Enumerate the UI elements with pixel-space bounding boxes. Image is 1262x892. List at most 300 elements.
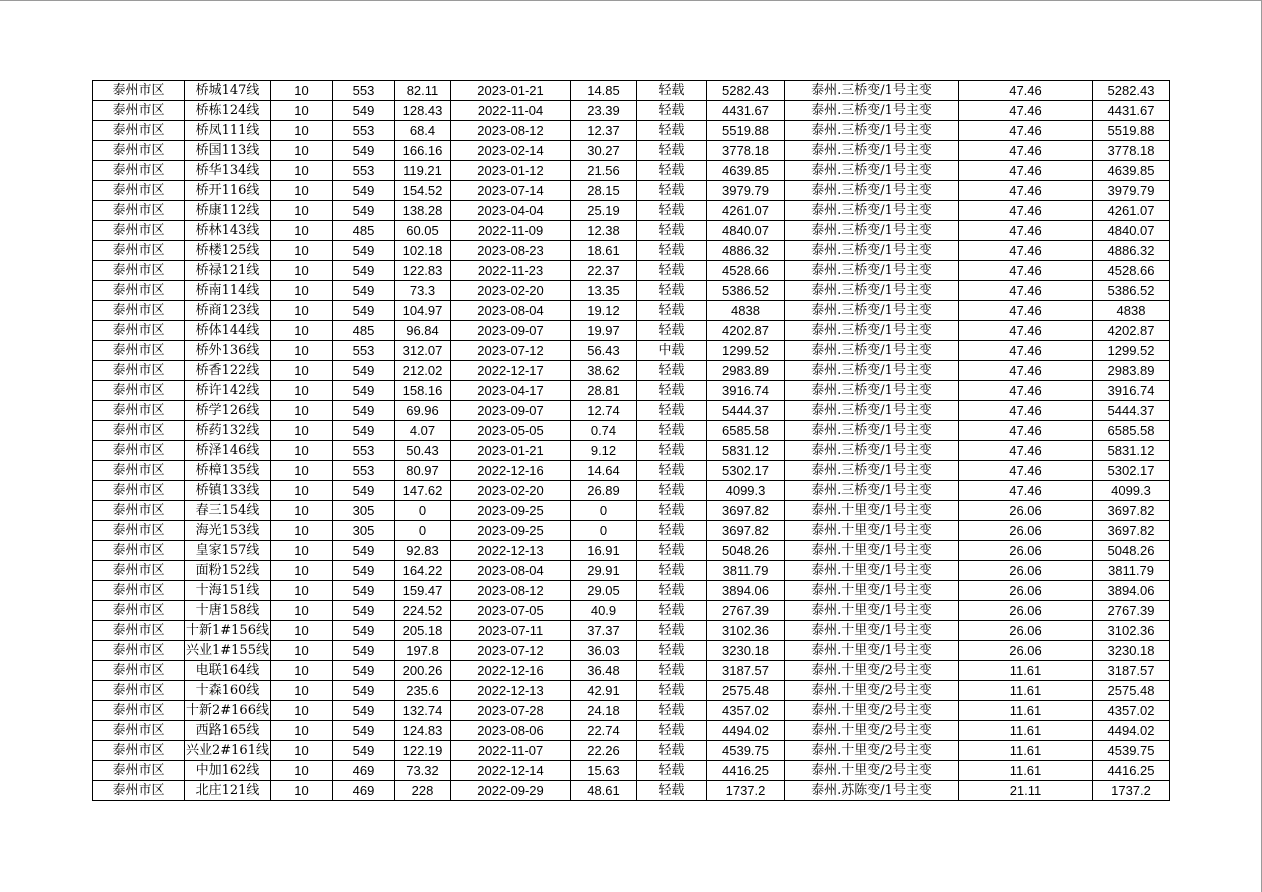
cell-transferable-capacity: 5302.17	[1093, 461, 1170, 481]
cell-max-load-date: 2022-12-17	[451, 361, 571, 381]
cell-transferable-capacity: 5444.37	[1093, 401, 1170, 421]
cell-rated-current: 549	[333, 541, 395, 561]
cell-load-rate: 21.56	[571, 161, 637, 181]
cell-rated-current: 549	[333, 301, 395, 321]
cell-transferable-capacity: 2575.48	[1093, 681, 1170, 701]
cell-max-current: 212.02	[395, 361, 451, 381]
cell-rated-current: 549	[333, 621, 395, 641]
cell-line-name: 北庄121线	[185, 781, 271, 801]
cell-available-capacity: 3187.57	[707, 661, 785, 681]
cell-load-rate: 19.12	[571, 301, 637, 321]
cell-load-status: 轻载	[637, 261, 707, 281]
cell-max-current: 82.11	[395, 81, 451, 101]
cell-district: 泰州市区	[93, 781, 185, 801]
cell-load-status: 轻载	[637, 121, 707, 141]
cell-substation-transformer: 泰州.十里变/1号主变	[785, 521, 959, 541]
cell-rated-current: 549	[333, 241, 395, 261]
cell-substation-transformer: 泰州.十里变/1号主变	[785, 641, 959, 661]
cell-rated-current: 549	[333, 361, 395, 381]
cell-transferable-capacity: 4202.87	[1093, 321, 1170, 341]
cell-voltage-level: 10	[271, 201, 333, 221]
cell-max-load-date: 2023-08-04	[451, 561, 571, 581]
cell-max-current: 122.19	[395, 741, 451, 761]
cell-district: 泰州市区	[93, 421, 185, 441]
cell-district: 泰州市区	[93, 261, 185, 281]
cell-load-status: 轻载	[637, 381, 707, 401]
cell-available-capacity: 4886.32	[707, 241, 785, 261]
cell-line-name: 十海151线	[185, 581, 271, 601]
cell-max-load-date: 2022-11-04	[451, 101, 571, 121]
cell-rated-current: 553	[333, 121, 395, 141]
table-row	[93, 701, 1170, 721]
cell-load-rate: 0	[571, 501, 637, 521]
cell-max-load-date: 2023-08-12	[451, 581, 571, 601]
cell-substation-transformer: 泰州.三桥变/1号主变	[785, 321, 959, 341]
cell-available-capacity: 4431.67	[707, 101, 785, 121]
cell-transferable-capacity: 4838	[1093, 301, 1170, 321]
cell-load-status: 轻载	[637, 661, 707, 681]
table-row	[93, 661, 1170, 681]
cell-substation-transformer: 泰州.三桥变/1号主变	[785, 241, 959, 261]
cell-max-load-date: 2022-12-16	[451, 461, 571, 481]
cell-max-load-date: 2022-09-29	[451, 781, 571, 801]
cell-line-name: 桥林143线	[185, 221, 271, 241]
table-row	[93, 781, 1170, 801]
cell-load-rate: 9.12	[571, 441, 637, 461]
cell-transformer-capacity: 26.06	[959, 541, 1093, 561]
cell-line-name: 春三154线	[185, 501, 271, 521]
cell-rated-current: 549	[333, 281, 395, 301]
cell-district: 泰州市区	[93, 361, 185, 381]
cell-max-current: 102.18	[395, 241, 451, 261]
cell-transferable-capacity: 4357.02	[1093, 701, 1170, 721]
cell-load-status: 轻载	[637, 581, 707, 601]
cell-load-rate: 48.61	[571, 781, 637, 801]
cell-line-name: 十新1#156线	[185, 621, 271, 641]
cell-rated-current: 553	[333, 81, 395, 101]
cell-line-name: 桥外136线	[185, 341, 271, 361]
cell-max-current: 73.3	[395, 281, 451, 301]
cell-rated-current: 469	[333, 781, 395, 801]
cell-substation-transformer: 泰州.三桥变/1号主变	[785, 201, 959, 221]
cell-load-status: 轻载	[637, 201, 707, 221]
table-row	[93, 361, 1170, 381]
cell-substation-transformer: 泰州.十里变/1号主变	[785, 621, 959, 641]
cell-voltage-level: 10	[271, 521, 333, 541]
table-row	[93, 441, 1170, 461]
cell-transformer-capacity: 47.46	[959, 481, 1093, 501]
cell-district: 泰州市区	[93, 281, 185, 301]
cell-district: 泰州市区	[93, 521, 185, 541]
cell-rated-current: 549	[333, 561, 395, 581]
table-row	[93, 401, 1170, 421]
cell-substation-transformer: 泰州.三桥变/1号主变	[785, 381, 959, 401]
cell-line-name: 中加162线	[185, 761, 271, 781]
cell-substation-transformer: 泰州.苏陈变/1号主变	[785, 781, 959, 801]
cell-district: 泰州市区	[93, 741, 185, 761]
cell-load-status: 轻载	[637, 501, 707, 521]
cell-load-rate: 0.74	[571, 421, 637, 441]
cell-line-name: 桥南114线	[185, 281, 271, 301]
cell-max-current: 80.97	[395, 461, 451, 481]
cell-max-current: 4.07	[395, 421, 451, 441]
cell-available-capacity: 3697.82	[707, 521, 785, 541]
cell-load-rate: 36.48	[571, 661, 637, 681]
cell-rated-current: 549	[333, 481, 395, 501]
cell-max-current: 312.07	[395, 341, 451, 361]
table-row	[93, 241, 1170, 261]
cell-load-status: 轻载	[637, 161, 707, 181]
cell-available-capacity: 4099.3	[707, 481, 785, 501]
cell-available-capacity: 4357.02	[707, 701, 785, 721]
cell-available-capacity: 4528.66	[707, 261, 785, 281]
cell-max-load-date: 2022-12-13	[451, 541, 571, 561]
cell-line-name: 十唐158线	[185, 601, 271, 621]
cell-load-rate: 56.43	[571, 341, 637, 361]
cell-load-status: 轻载	[637, 401, 707, 421]
cell-available-capacity: 3916.74	[707, 381, 785, 401]
cell-transformer-capacity: 47.46	[959, 301, 1093, 321]
cell-load-rate: 36.03	[571, 641, 637, 661]
cell-line-name: 桥药132线	[185, 421, 271, 441]
cell-line-name: 皇家157线	[185, 541, 271, 561]
cell-substation-transformer: 泰州.三桥变/1号主变	[785, 461, 959, 481]
cell-load-rate: 0	[571, 521, 637, 541]
cell-district: 泰州市区	[93, 661, 185, 681]
cell-rated-current: 549	[333, 421, 395, 441]
cell-transferable-capacity: 4528.66	[1093, 261, 1170, 281]
cell-transferable-capacity: 3697.82	[1093, 521, 1170, 541]
cell-available-capacity: 2575.48	[707, 681, 785, 701]
cell-max-current: 0	[395, 501, 451, 521]
cell-max-current: 104.97	[395, 301, 451, 321]
cell-transferable-capacity: 1299.52	[1093, 341, 1170, 361]
cell-rated-current: 485	[333, 221, 395, 241]
cell-transformer-capacity: 21.11	[959, 781, 1093, 801]
table-row	[93, 341, 1170, 361]
cell-max-current: 154.52	[395, 181, 451, 201]
cell-load-rate: 28.81	[571, 381, 637, 401]
cell-district: 泰州市区	[93, 501, 185, 521]
cell-available-capacity: 1299.52	[707, 341, 785, 361]
cell-district: 泰州市区	[93, 761, 185, 781]
cell-available-capacity: 3102.36	[707, 621, 785, 641]
cell-line-name: 桥香122线	[185, 361, 271, 381]
cell-load-rate: 42.91	[571, 681, 637, 701]
cell-rated-current: 549	[333, 401, 395, 421]
cell-max-current: 197.8	[395, 641, 451, 661]
cell-transferable-capacity: 4431.67	[1093, 101, 1170, 121]
cell-district: 泰州市区	[93, 581, 185, 601]
cell-substation-transformer: 泰州.三桥变/1号主变	[785, 361, 959, 381]
cell-line-name: 桥开116线	[185, 181, 271, 201]
cell-rated-current: 549	[333, 141, 395, 161]
cell-load-status: 轻载	[637, 621, 707, 641]
cell-voltage-level: 10	[271, 281, 333, 301]
cell-line-name: 桥泽146线	[185, 441, 271, 461]
cell-substation-transformer: 泰州.十里变/2号主变	[785, 761, 959, 781]
cell-transferable-capacity: 4416.25	[1093, 761, 1170, 781]
table-row	[93, 461, 1170, 481]
table-row	[93, 161, 1170, 181]
cell-transformer-capacity: 11.61	[959, 761, 1093, 781]
cell-max-load-date: 2023-02-20	[451, 281, 571, 301]
cell-max-load-date: 2022-12-13	[451, 681, 571, 701]
table-row	[93, 321, 1170, 341]
cell-transformer-capacity: 47.46	[959, 261, 1093, 281]
cell-transformer-capacity: 11.61	[959, 741, 1093, 761]
cell-load-rate: 38.62	[571, 361, 637, 381]
cell-transformer-capacity: 47.46	[959, 321, 1093, 341]
cell-voltage-level: 10	[271, 541, 333, 561]
cell-load-rate: 22.26	[571, 741, 637, 761]
cell-max-load-date: 2023-08-06	[451, 721, 571, 741]
cell-load-status: 轻载	[637, 561, 707, 581]
cell-transferable-capacity: 4840.07	[1093, 221, 1170, 241]
cell-available-capacity: 3697.82	[707, 501, 785, 521]
cell-voltage-level: 10	[271, 741, 333, 761]
cell-line-name: 桥体144线	[185, 321, 271, 341]
cell-district: 泰州市区	[93, 461, 185, 481]
table-row	[93, 381, 1170, 401]
table-row	[93, 261, 1170, 281]
cell-transferable-capacity: 3187.57	[1093, 661, 1170, 681]
cell-max-load-date: 2022-11-23	[451, 261, 571, 281]
cell-substation-transformer: 泰州.三桥变/1号主变	[785, 101, 959, 121]
cell-available-capacity: 4261.07	[707, 201, 785, 221]
cell-transferable-capacity: 3979.79	[1093, 181, 1170, 201]
cell-load-rate: 15.63	[571, 761, 637, 781]
cell-rated-current: 549	[333, 641, 395, 661]
cell-max-load-date: 2022-12-16	[451, 661, 571, 681]
cell-line-name: 海光153线	[185, 521, 271, 541]
cell-transferable-capacity: 3778.18	[1093, 141, 1170, 161]
cell-voltage-level: 10	[271, 661, 333, 681]
cell-max-load-date: 2023-02-20	[451, 481, 571, 501]
cell-rated-current: 553	[333, 341, 395, 361]
cell-max-current: 124.83	[395, 721, 451, 741]
cell-substation-transformer: 泰州.十里变/1号主变	[785, 501, 959, 521]
cell-rated-current: 549	[333, 201, 395, 221]
cell-max-load-date: 2023-01-12	[451, 161, 571, 181]
cell-load-rate: 29.91	[571, 561, 637, 581]
cell-voltage-level: 10	[271, 381, 333, 401]
cell-transferable-capacity: 3811.79	[1093, 561, 1170, 581]
cell-load-rate: 22.37	[571, 261, 637, 281]
cell-line-name: 桥国113线	[185, 141, 271, 161]
cell-available-capacity: 5444.37	[707, 401, 785, 421]
cell-load-rate: 24.18	[571, 701, 637, 721]
cell-transformer-capacity: 47.46	[959, 221, 1093, 241]
cell-max-current: 119.21	[395, 161, 451, 181]
cell-available-capacity: 2767.39	[707, 601, 785, 621]
table-row	[93, 121, 1170, 141]
table-row	[93, 761, 1170, 781]
cell-substation-transformer: 泰州.三桥变/1号主变	[785, 141, 959, 161]
table-row	[93, 501, 1170, 521]
cell-district: 泰州市区	[93, 101, 185, 121]
cell-available-capacity: 3778.18	[707, 141, 785, 161]
cell-voltage-level: 10	[271, 581, 333, 601]
cell-max-current: 235.6	[395, 681, 451, 701]
table-row	[93, 601, 1170, 621]
table-row	[93, 201, 1170, 221]
cell-available-capacity: 5302.17	[707, 461, 785, 481]
cell-transformer-capacity: 47.46	[959, 441, 1093, 461]
cell-transferable-capacity: 6585.58	[1093, 421, 1170, 441]
cell-load-status: 轻载	[637, 641, 707, 661]
cell-max-load-date: 2023-08-12	[451, 121, 571, 141]
cell-load-rate: 37.37	[571, 621, 637, 641]
cell-available-capacity: 6585.58	[707, 421, 785, 441]
table-row	[93, 681, 1170, 701]
cell-max-load-date: 2023-01-21	[451, 441, 571, 461]
cell-transformer-capacity: 11.61	[959, 701, 1093, 721]
cell-district: 泰州市区	[93, 181, 185, 201]
cell-voltage-level: 10	[271, 361, 333, 381]
cell-substation-transformer: 泰州.十里变/2号主变	[785, 721, 959, 741]
cell-voltage-level: 10	[271, 761, 333, 781]
cell-substation-transformer: 泰州.三桥变/1号主变	[785, 81, 959, 101]
cell-substation-transformer: 泰州.三桥变/1号主变	[785, 221, 959, 241]
cell-transferable-capacity: 4099.3	[1093, 481, 1170, 501]
cell-load-status: 轻载	[637, 421, 707, 441]
cell-available-capacity: 4202.87	[707, 321, 785, 341]
cell-transferable-capacity: 3894.06	[1093, 581, 1170, 601]
cell-district: 泰州市区	[93, 161, 185, 181]
cell-voltage-level: 10	[271, 441, 333, 461]
cell-max-load-date: 2023-02-14	[451, 141, 571, 161]
table-row	[93, 81, 1170, 101]
cell-line-name: 兴业2#161线	[185, 741, 271, 761]
cell-max-load-date: 2023-09-07	[451, 321, 571, 341]
cell-line-name: 桥镇133线	[185, 481, 271, 501]
cell-rated-current: 549	[333, 681, 395, 701]
cell-district: 泰州市区	[93, 321, 185, 341]
cell-district: 泰州市区	[93, 641, 185, 661]
cell-load-rate: 16.91	[571, 541, 637, 561]
cell-transferable-capacity: 4539.75	[1093, 741, 1170, 761]
cell-district: 泰州市区	[93, 81, 185, 101]
cell-max-current: 147.62	[395, 481, 451, 501]
table-row	[93, 301, 1170, 321]
cell-voltage-level: 10	[271, 121, 333, 141]
cell-load-status: 轻载	[637, 441, 707, 461]
table-row	[93, 141, 1170, 161]
cell-substation-transformer: 泰州.三桥变/1号主变	[785, 441, 959, 461]
cell-rated-current: 549	[333, 741, 395, 761]
cell-district: 泰州市区	[93, 341, 185, 361]
cell-district: 泰州市区	[93, 601, 185, 621]
cell-max-current: 166.16	[395, 141, 451, 161]
cell-transformer-capacity: 47.46	[959, 201, 1093, 221]
cell-transferable-capacity: 5282.43	[1093, 81, 1170, 101]
cell-transferable-capacity: 2983.89	[1093, 361, 1170, 381]
cell-available-capacity: 3230.18	[707, 641, 785, 661]
table-row	[93, 741, 1170, 761]
cell-max-current: 69.96	[395, 401, 451, 421]
cell-substation-transformer: 泰州.十里变/2号主变	[785, 661, 959, 681]
cell-transformer-capacity: 47.46	[959, 381, 1093, 401]
cell-max-load-date: 2022-12-14	[451, 761, 571, 781]
cell-substation-transformer: 泰州.三桥变/1号主变	[785, 281, 959, 301]
cell-voltage-level: 10	[271, 81, 333, 101]
cell-available-capacity: 5282.43	[707, 81, 785, 101]
cell-available-capacity: 4639.85	[707, 161, 785, 181]
cell-transformer-capacity: 47.46	[959, 241, 1093, 261]
table-row	[93, 181, 1170, 201]
cell-available-capacity: 4416.25	[707, 761, 785, 781]
cell-voltage-level: 10	[271, 241, 333, 261]
cell-load-status: 轻载	[637, 181, 707, 201]
cell-load-rate: 40.9	[571, 601, 637, 621]
cell-rated-current: 553	[333, 461, 395, 481]
cell-transformer-capacity: 47.46	[959, 421, 1093, 441]
cell-transferable-capacity: 4261.07	[1093, 201, 1170, 221]
table-row	[93, 521, 1170, 541]
cell-substation-transformer: 泰州.十里变/1号主变	[785, 541, 959, 561]
cell-rated-current: 549	[333, 601, 395, 621]
cell-line-name: 桥华134线	[185, 161, 271, 181]
cell-load-rate: 18.61	[571, 241, 637, 261]
cell-district: 泰州市区	[93, 221, 185, 241]
cell-load-status: 轻载	[637, 721, 707, 741]
cell-transferable-capacity: 4494.02	[1093, 721, 1170, 741]
cell-load-rate: 22.74	[571, 721, 637, 741]
cell-substation-transformer: 泰州.十里变/1号主变	[785, 581, 959, 601]
cell-load-status: 轻载	[637, 601, 707, 621]
cell-available-capacity: 5386.52	[707, 281, 785, 301]
cell-voltage-level: 10	[271, 481, 333, 501]
table-row	[93, 481, 1170, 501]
cell-load-status: 轻载	[637, 481, 707, 501]
cell-transformer-capacity: 26.06	[959, 601, 1093, 621]
cell-line-name: 电联164线	[185, 661, 271, 681]
cell-substation-transformer: 泰州.十里变/2号主变	[785, 701, 959, 721]
cell-district: 泰州市区	[93, 701, 185, 721]
cell-max-load-date: 2023-07-11	[451, 621, 571, 641]
cell-max-current: 158.16	[395, 381, 451, 401]
cell-available-capacity: 4838	[707, 301, 785, 321]
cell-max-current: 138.28	[395, 201, 451, 221]
cell-transformer-capacity: 47.46	[959, 81, 1093, 101]
cell-rated-current: 469	[333, 761, 395, 781]
cell-transferable-capacity: 5048.26	[1093, 541, 1170, 561]
cell-load-status: 轻载	[637, 141, 707, 161]
cell-substation-transformer: 泰州.三桥变/1号主变	[785, 341, 959, 361]
cell-district: 泰州市区	[93, 241, 185, 261]
cell-load-status: 轻载	[637, 301, 707, 321]
cell-substation-transformer: 泰州.三桥变/1号主变	[785, 481, 959, 501]
cell-line-name: 桥康112线	[185, 201, 271, 221]
cell-voltage-level: 10	[271, 141, 333, 161]
cell-load-rate: 14.85	[571, 81, 637, 101]
cell-voltage-level: 10	[271, 561, 333, 581]
cell-transformer-capacity: 26.06	[959, 501, 1093, 521]
cell-max-current: 132.74	[395, 701, 451, 721]
cell-voltage-level: 10	[271, 461, 333, 481]
cell-load-rate: 23.39	[571, 101, 637, 121]
cell-district: 泰州市区	[93, 381, 185, 401]
table-row	[93, 581, 1170, 601]
cell-rated-current: 305	[333, 501, 395, 521]
cell-transformer-capacity: 47.46	[959, 401, 1093, 421]
cell-district: 泰州市区	[93, 141, 185, 161]
cell-rated-current: 549	[333, 261, 395, 281]
table-row	[93, 721, 1170, 741]
cell-rated-current: 553	[333, 161, 395, 181]
cell-load-rate: 28.15	[571, 181, 637, 201]
